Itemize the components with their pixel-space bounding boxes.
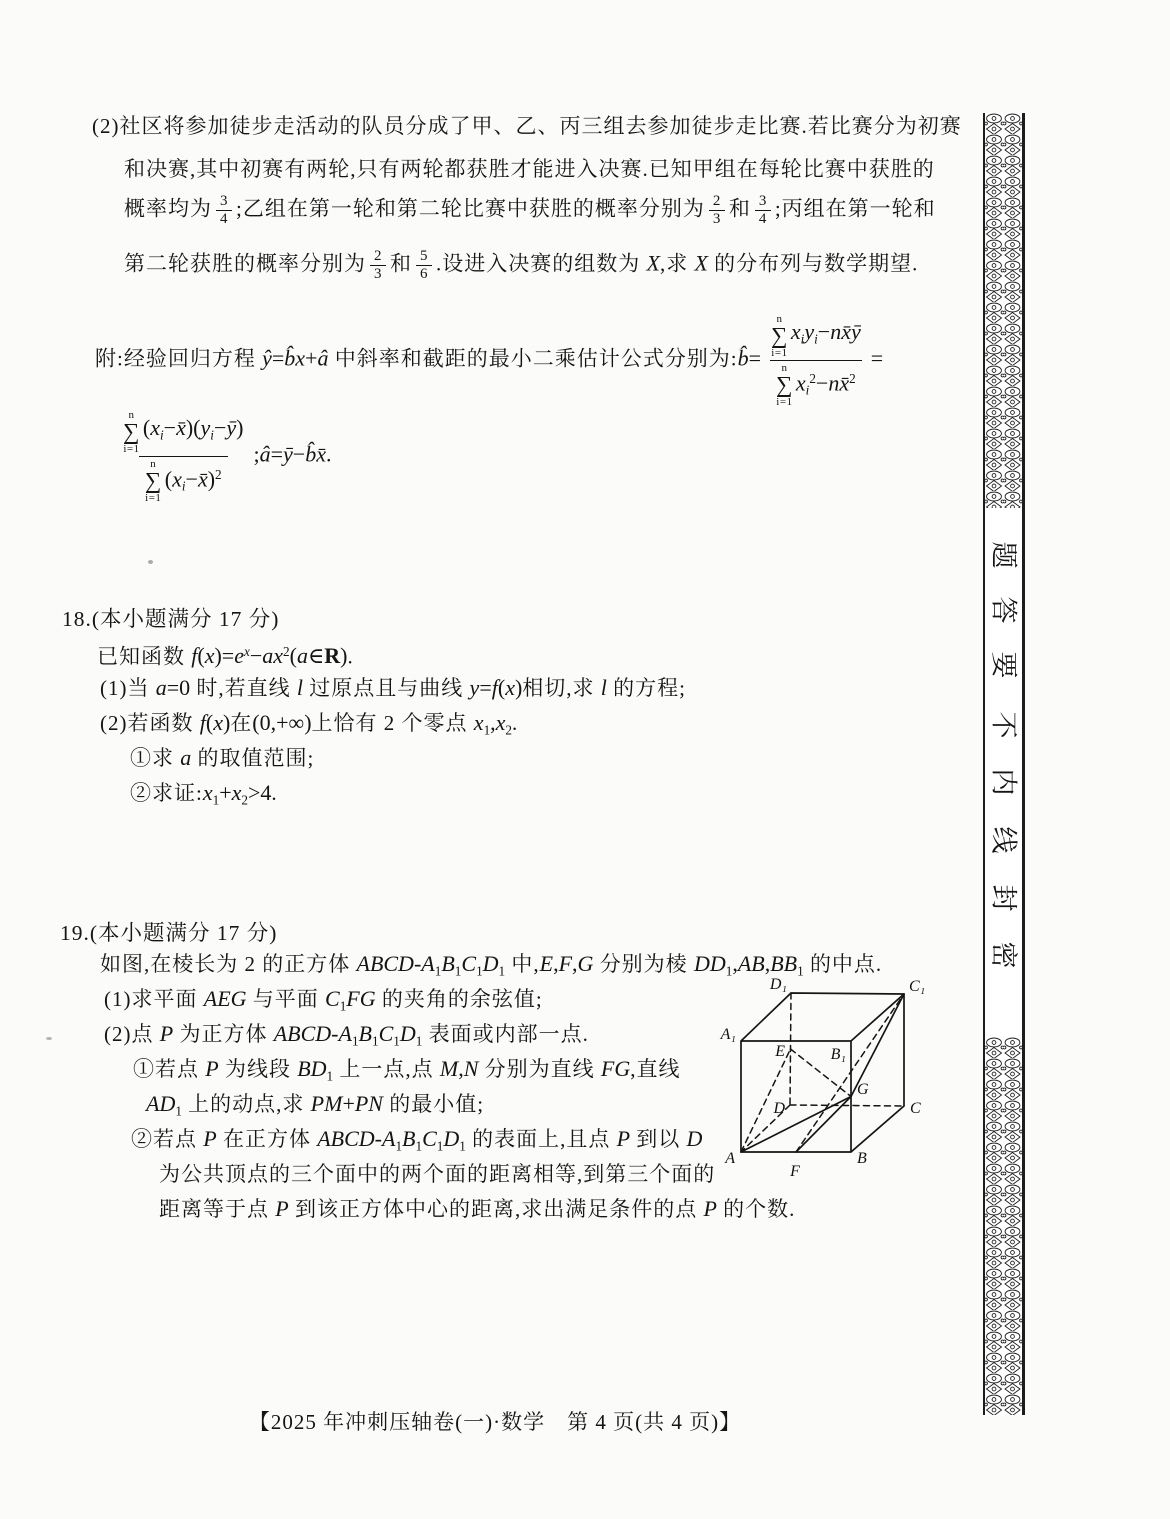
text-line: 概率均为 $\frac{3}{4}$ ;乙组在第一轮和第二轮比赛中获胜的概率分别为 $\frac{2}{3}$ 和 $\frac{3}{4}$ ;丙组在第一轮和 bbox=[124, 193, 936, 228]
segment-FC1-dashed bbox=[796, 994, 904, 1152]
problem-18-header: 18.(本小题满分 17 分) bbox=[62, 607, 280, 631]
label-A1: A₁ bbox=[720, 1026, 736, 1043]
text-line: ①求 a 的取值范围; bbox=[130, 745, 315, 770]
seal-text-char: 不 bbox=[988, 711, 1019, 739]
scan-speck bbox=[148, 560, 153, 564]
text-line: AD1 上的动点,求 PM+PN 的最小值; bbox=[146, 1091, 485, 1119]
text-line: 为公共顶点的三个面中的两个面的距离相等,到第三个面的 bbox=[159, 1162, 716, 1186]
text-line: 如图,在棱长为 2 的正方体 ABCD-A1B1C1D1 中,E,F,G 分别为棱 DD1,AB,BB1 的中点. bbox=[100, 951, 883, 979]
text-line: (1)求平面 AEG 与平面 C1FG 的夹角的余弦值; bbox=[104, 986, 543, 1014]
text-line: ②求证:x1+x2>4. bbox=[130, 780, 278, 808]
seal-text-char: 要 bbox=[988, 651, 1019, 679]
label-D: D bbox=[773, 1100, 785, 1117]
text-line: 和决赛,其中初赛有两轮,只有两轮都获胜才能进入决赛.已知甲组在每轮比赛中获胜的 bbox=[124, 157, 935, 181]
label-C: C bbox=[910, 1100, 921, 1117]
text-line: ②若点 P 在正方体 ABCD-A1B1C1D1 的表面上,且点 P 到以 D bbox=[131, 1126, 703, 1154]
cube-figure bbox=[703, 973, 948, 1191]
label-G: G bbox=[857, 1081, 869, 1098]
label-B1: B₁ bbox=[830, 1046, 846, 1063]
label-C1: C₁ bbox=[909, 978, 926, 995]
label-A: A bbox=[725, 1150, 735, 1167]
text-line: (1)当 a=0 时,若直线 l 过原点且与曲线 y=f(x)相切,求 l 的方程; bbox=[100, 675, 686, 700]
label-F: F bbox=[790, 1163, 800, 1180]
scan-speck bbox=[46, 1037, 52, 1040]
seal-line-strip bbox=[983, 113, 1025, 1415]
text-line: (2)点 P 为正方体 ABCD-A1B1C1D1 表面或内部一点. bbox=[104, 1021, 589, 1049]
seal-text-char: 题 bbox=[988, 541, 1019, 569]
seal-text-char: 线 bbox=[988, 826, 1019, 854]
seal-text-char: 密 bbox=[988, 941, 1019, 969]
seal-text-char: 答 bbox=[988, 596, 1019, 624]
label-E: E bbox=[775, 1043, 785, 1060]
page-footer: 【2025 年冲刺压轴卷(一)·数学 第 4 页(共 4 页)】 bbox=[248, 1410, 742, 1434]
problem-19-header: 19.(本小题满分 17 分) bbox=[60, 921, 278, 945]
seal-text-char: 封 bbox=[988, 884, 1019, 912]
text-line: 距离等于点 P 到该正方体中心的距离,求出满足条件的点 P 的个数. bbox=[159, 1196, 796, 1221]
seal-text-char: 内 bbox=[988, 768, 1019, 796]
label-B: B bbox=[857, 1150, 867, 1167]
seal-ornament-bottom bbox=[985, 1037, 1022, 1415]
text-line: (2)社区将参加徒步走活动的队员分成了甲、乙、丙三组去参加徒步走比赛.若比赛分为初赛 bbox=[92, 114, 962, 138]
cube-vertex-labels bbox=[720, 976, 926, 1180]
text-line: (2)若函数 f(x)在(0,+∞)上恰有 2 个零点 x1,x2. bbox=[100, 710, 519, 738]
seal-ornament-top bbox=[985, 113, 1022, 508]
text-line: 已知函数 $f(x)=e^x-ax^2(a\in R)$. bbox=[97, 643, 354, 669]
text-line: ①若点 P 为线段 BD1 上一点,点 M,N 分别为直线 FG,直线 bbox=[133, 1056, 681, 1084]
formula-line: n ∑ i=1 (xi−x̄)(yi−ȳ) n ∑ i=1 (xi−x̄)$^2$ ;â=ȳ−b̂x̄. bbox=[123, 409, 332, 504]
formula-line: 附:经验回归方程 ŷ=b̂x+â 中斜率和截距的最小二乘估计公式分别为:b̂= n ∑ i=1 xiyi−nx̄ȳ n ∑ i=1 $xi^2-nx̄^2$ = bbox=[95, 313, 884, 408]
text-line: 第二轮获胜的概率分别为 $\frac{2}{3}$ 和 $\frac{5}{6}$ .设进入决赛的组数为 X,求 X 的分布列与数学期望. bbox=[124, 248, 919, 283]
label-D1: D₁ bbox=[769, 976, 787, 993]
